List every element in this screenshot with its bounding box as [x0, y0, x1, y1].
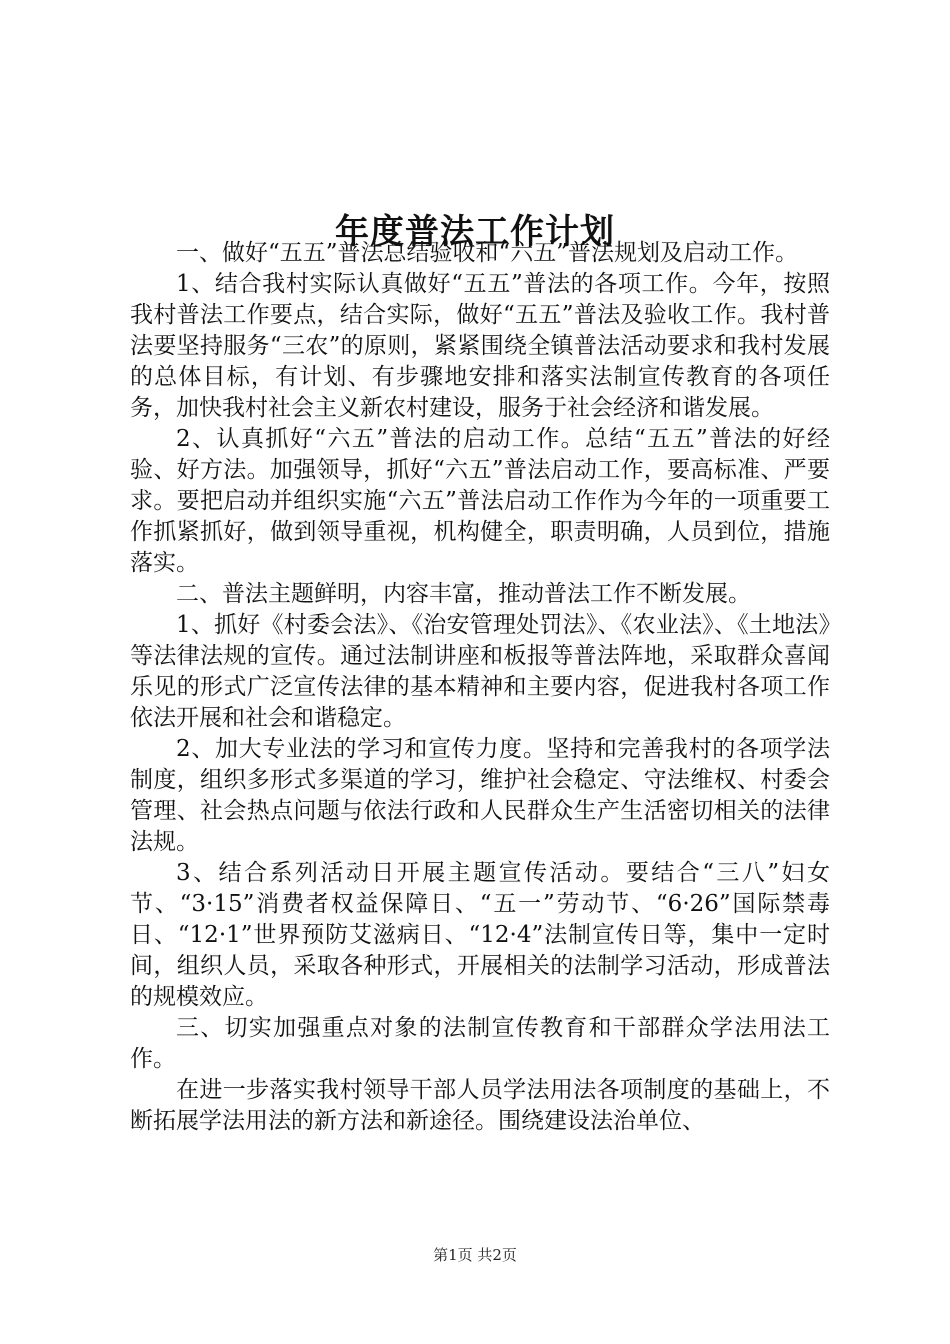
section-3-body: 在进一步落实我村领导干部人员学法用法各项制度的基础上，不断拓展学法用法的新方法和新途径。围绕建设法治单位、	[130, 1077, 830, 1134]
section-2-heading: 二、普法主题鲜明，内容丰富，推动普法工作不断发展。	[176, 581, 751, 607]
section-1-item-1: 1、结合我村实际认真做好“五五”普法的各项工作。今年，按照我村普法工作要点，结合实际，做好“五五”普法及验收工作。我村普法要坚持服务“三农”的原则，紧紧围绕全镇普法活动要求和我村发展的总体目标，有计划、有步骤地安排和落实法制宣传教育的各项任务，加快我村社会主义新农村建设，服务于社会经济和谐发展。	[130, 271, 830, 421]
section-1-item-2: 2、认真抓好“六五”普法的启动工作。总结“五五”普法的好经验、好方法。加强领导，抓好“六五”普法启动工作，要高标准、严要求。要把启动并组织实施“六五”普法启动工作作为今年的一项重要工作抓紧抓好，做到领导重视，机构健全，职责明确，人员到位，措施落实。	[130, 426, 830, 576]
section-1-heading: 一、做好“五五”普法总结验收和“六五”普法规划及启动工作。	[176, 240, 799, 266]
section-3-heading: 三、切实加强重点对象的法制宣传教育和干部群众学法用法工作。	[130, 1015, 830, 1072]
section-2-item-1: 1、抓好《村委会法》、《治安管理处罚法》、《农业法》、《土地法》等法律法规的宣传。通过法制讲座和板报等普法阵地，采取群众喜闻乐见的形式广泛宣传法律的基本精神和主要内容，促进我村各项工作依法开展和社会和谐稳定。	[130, 612, 830, 731]
section-2-item-3: 3、结合系列活动日开展主题宣传活动。要结合“三八”妇女节、“3·15”消费者权益保障日、“五一”劳动节、“6·26”国际禁毒日、“12·1”世界预防艾滋病日、“12·4”法制宣传日等，集中一定时间，组织人员，采取各种形式，开展相关的法制学习活动，形成普法的规模效应。	[130, 860, 830, 1010]
document-title: 年度普法工作计划	[335, 211, 615, 252]
document-body	[130, 238, 830, 1137]
section-2-item-2: 2、加大专业法的学习和宣传力度。坚持和完善我村的各项学法制度，组织多形式多渠道的学习，维护社会稳定、守法维权、村委会管理、社会热点问题与依法行政和人民群众生产生活密切相关的法律法规。	[130, 736, 830, 855]
page-footer: 第1页 共2页	[433, 1246, 517, 1264]
